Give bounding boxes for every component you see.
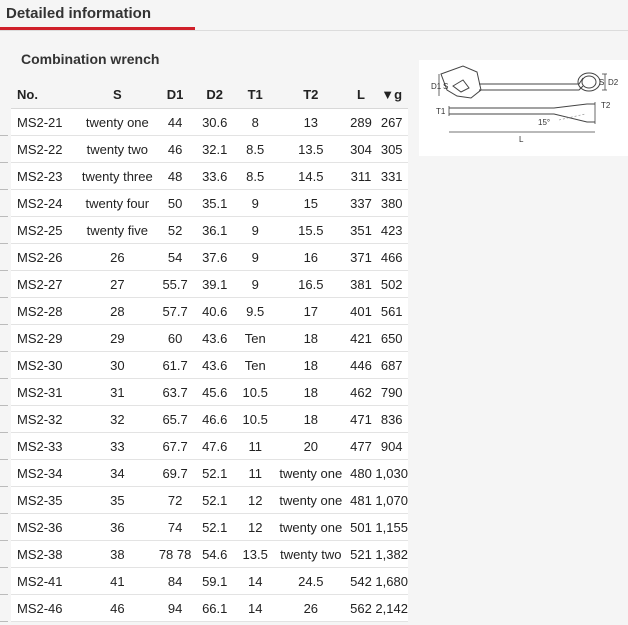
table-cell: 289: [347, 109, 376, 136]
table-cell: MS2-30: [11, 352, 78, 379]
table-cell: 40.6: [194, 298, 235, 325]
label-s-ring: S: [599, 78, 605, 87]
table-cell: twenty five: [78, 217, 156, 244]
table-cell: 74: [156, 514, 194, 541]
wrench-drawing: [419, 60, 628, 156]
table-cell: 35: [78, 487, 156, 514]
table-cell: 65.7: [156, 406, 194, 433]
table-cell: MS2-46: [11, 595, 78, 622]
row-tick: [0, 621, 8, 622]
table-cell: Ten: [235, 325, 275, 352]
table-cell: 1,680: [375, 568, 408, 595]
table-cell: Ten: [235, 352, 275, 379]
table-cell: 67.7: [156, 433, 194, 460]
table-cell: 305: [375, 136, 408, 163]
table-cell: 57.7: [156, 298, 194, 325]
table-cell: 24.5: [275, 568, 347, 595]
table-cell: 78 78: [156, 541, 194, 568]
table-cell: twenty four: [78, 190, 156, 217]
table-cell: 13.5: [235, 541, 275, 568]
table-cell: 481: [347, 487, 376, 514]
table-cell: MS2-34: [11, 460, 78, 487]
row-tick: [0, 540, 8, 541]
column-header: D1: [156, 81, 194, 109]
table-cell: 50: [156, 190, 194, 217]
table-cell: twenty one: [275, 514, 347, 541]
table-cell: 466: [375, 244, 408, 271]
table-row: [11, 487, 408, 514]
table-cell: 46: [78, 595, 156, 622]
table-cell: 60: [156, 325, 194, 352]
table-row: [11, 352, 408, 379]
table-cell: 304: [347, 136, 376, 163]
column-header: L: [347, 81, 376, 109]
table-cell: 52.1: [194, 487, 235, 514]
label-d1: D1: [431, 82, 442, 91]
table-cell: 9: [235, 271, 275, 298]
table-cell: 52.1: [194, 514, 235, 541]
table-cell: 462: [347, 379, 376, 406]
table-row: [11, 109, 408, 136]
row-tick: [0, 513, 8, 514]
table-cell: twenty one: [275, 460, 347, 487]
table-cell: MS2-24: [11, 190, 78, 217]
table-cell: 380: [375, 190, 408, 217]
table-cell: 446: [347, 352, 376, 379]
table-cell: 55.7: [156, 271, 194, 298]
label-l: L: [519, 135, 524, 144]
table-cell: 16.5: [275, 271, 347, 298]
column-header: No.: [11, 81, 78, 109]
table-cell: 561: [375, 298, 408, 325]
page-header: [0, 0, 628, 31]
table-cell: 13.5: [275, 136, 347, 163]
table-cell: 30.6: [194, 109, 235, 136]
row-tick: [0, 486, 8, 487]
table-cell: 521: [347, 541, 376, 568]
table-cell: 32.1: [194, 136, 235, 163]
row-tick: [0, 351, 8, 352]
table-cell: 477: [347, 433, 376, 460]
table-cell: 84: [156, 568, 194, 595]
table-cell: 1,382: [375, 541, 408, 568]
table-cell: 47.6: [194, 433, 235, 460]
row-tick: [0, 162, 8, 163]
column-header: T2: [275, 81, 347, 109]
table-cell: 33.6: [194, 163, 235, 190]
wrench-jaw: [453, 80, 469, 92]
table-cell: twenty one: [78, 109, 156, 136]
table-cell: 30: [78, 352, 156, 379]
table-cell: 9.5: [235, 298, 275, 325]
table-cell: 35.1: [194, 190, 235, 217]
column-header: T1: [235, 81, 275, 109]
table-cell: twenty three: [78, 163, 156, 190]
table-cell: 36.1: [194, 217, 235, 244]
label-d2: D2: [608, 78, 619, 87]
table-cell: 16: [275, 244, 347, 271]
table-cell: 26: [78, 244, 156, 271]
table-cell: 480: [347, 460, 376, 487]
table-cell: 66.1: [194, 595, 235, 622]
table-cell: 11: [235, 460, 275, 487]
table-row: [11, 379, 408, 406]
table-cell: MS2-22: [11, 136, 78, 163]
table-cell: 337: [347, 190, 376, 217]
column-header: S: [78, 81, 156, 109]
row-tick: [0, 297, 8, 298]
table-cell: 12: [235, 514, 275, 541]
row-tick: [0, 378, 8, 379]
table-cell: 381: [347, 271, 376, 298]
table-cell: 9: [235, 244, 275, 271]
header-title: Detailed information: [6, 5, 152, 22]
table-cell: 371: [347, 244, 376, 271]
table-cell: 27: [78, 271, 156, 298]
table-cell: 18: [275, 406, 347, 433]
table-cell: 18: [275, 379, 347, 406]
table-cell: MS2-35: [11, 487, 78, 514]
table-body: [11, 109, 408, 622]
table-row: [11, 406, 408, 433]
table-row: [11, 298, 408, 325]
table-row: [11, 163, 408, 190]
table-cell: 836: [375, 406, 408, 433]
table-cell: MS2-28: [11, 298, 78, 325]
table-cell: 69.7: [156, 460, 194, 487]
table-cell: 331: [375, 163, 408, 190]
table-cell: 41: [78, 568, 156, 595]
section-title: Combination wrench: [21, 51, 160, 67]
table-cell: 267: [375, 109, 408, 136]
table-cell: 501: [347, 514, 376, 541]
table-cell: 17: [275, 298, 347, 325]
table-cell: 10.5: [235, 406, 275, 433]
table-cell: 15.5: [275, 217, 347, 244]
table-cell: 54.6: [194, 541, 235, 568]
table-cell: 44: [156, 109, 194, 136]
table-cell: 687: [375, 352, 408, 379]
table-cell: 46.6: [194, 406, 235, 433]
table-cell: 37.6: [194, 244, 235, 271]
table-cell: 32: [78, 406, 156, 433]
table-cell: 39.1: [194, 271, 235, 298]
table-cell: 20: [275, 433, 347, 460]
table-row: [11, 136, 408, 163]
row-tick: [0, 567, 8, 568]
table-cell: 29: [78, 325, 156, 352]
table-cell: MS2-38: [11, 541, 78, 568]
table-cell: MS2-36: [11, 514, 78, 541]
table-cell: MS2-41: [11, 568, 78, 595]
table-cell: 14: [235, 595, 275, 622]
table-row: [11, 541, 408, 568]
row-tick: [0, 432, 8, 433]
table-cell: 61.7: [156, 352, 194, 379]
table-cell: 38: [78, 541, 156, 568]
table-cell: MS2-27: [11, 271, 78, 298]
table-cell: 351: [347, 217, 376, 244]
table-cell: 2,142: [375, 595, 408, 622]
table-cell: 46: [156, 136, 194, 163]
row-tick: [0, 216, 8, 217]
table-row: [11, 190, 408, 217]
table-cell: MS2-21: [11, 109, 78, 136]
table-row: [11, 271, 408, 298]
table-cell: 421: [347, 325, 376, 352]
table-cell: 8.5: [235, 136, 275, 163]
table-row: [11, 568, 408, 595]
table-cell: 13: [275, 109, 347, 136]
row-tick: [0, 135, 8, 136]
table-cell: twenty one: [275, 487, 347, 514]
table-row: [11, 460, 408, 487]
table-cell: 45.6: [194, 379, 235, 406]
table-cell: 54: [156, 244, 194, 271]
row-tick: [0, 243, 8, 244]
spec-table: [11, 81, 408, 622]
label-s-open: S: [443, 82, 449, 91]
table-row: [11, 595, 408, 622]
row-tick: [0, 324, 8, 325]
wrench-side-view: [449, 104, 595, 122]
table-cell: 18: [275, 352, 347, 379]
table-cell: 650: [375, 325, 408, 352]
table-cell: 36: [78, 514, 156, 541]
table-cell: MS2-32: [11, 406, 78, 433]
table-cell: 52: [156, 217, 194, 244]
row-tick: [0, 594, 8, 595]
table-cell: 52.1: [194, 460, 235, 487]
table-cell: MS2-29: [11, 325, 78, 352]
table-cell: 43.6: [194, 352, 235, 379]
column-header: ▼g: [375, 81, 408, 109]
table-cell: 43.6: [194, 325, 235, 352]
table-cell: twenty two: [275, 541, 347, 568]
table-cell: MS2-25: [11, 217, 78, 244]
table-cell: 562: [347, 595, 376, 622]
table-cell: 542: [347, 568, 376, 595]
label-t1: T1: [436, 107, 446, 116]
table-row: [11, 217, 408, 244]
table-cell: 18: [275, 325, 347, 352]
table-cell: 31: [78, 379, 156, 406]
table-cell: 11: [235, 433, 275, 460]
table-cell: 8.5: [235, 163, 275, 190]
table-row: [11, 244, 408, 271]
row-tick: [0, 189, 8, 190]
table-cell: 471: [347, 406, 376, 433]
table-cell: MS2-23: [11, 163, 78, 190]
column-header: D2: [194, 81, 235, 109]
table-cell: 502: [375, 271, 408, 298]
table-cell: 63.7: [156, 379, 194, 406]
label-angle: 15°: [538, 118, 551, 127]
row-tick: [0, 270, 8, 271]
table-cell: 26: [275, 595, 347, 622]
label-t2: T2: [601, 101, 611, 110]
header-accent-underline: [0, 27, 195, 30]
table-cell: MS2-26: [11, 244, 78, 271]
wrench-handle-top-view: [479, 78, 583, 90]
table-cell: 1,155: [375, 514, 408, 541]
table-cell: 311: [347, 163, 376, 190]
table-cell: 48: [156, 163, 194, 190]
table-cell: 423: [375, 217, 408, 244]
table-cell: 15: [275, 190, 347, 217]
table-cell: 14: [235, 568, 275, 595]
wrench-ring-inner: [582, 76, 596, 88]
table-cell: 59.1: [194, 568, 235, 595]
table-cell: 1,030: [375, 460, 408, 487]
wrench-diagram: [419, 60, 628, 156]
table-cell: 401: [347, 298, 376, 325]
table-cell: 72: [156, 487, 194, 514]
table-cell: twenty two: [78, 136, 156, 163]
table-row: [11, 325, 408, 352]
table-cell: 33: [78, 433, 156, 460]
row-tick: [0, 459, 8, 460]
table-cell: MS2-31: [11, 379, 78, 406]
table-cell: 9: [235, 217, 275, 244]
table-cell: 1,070: [375, 487, 408, 514]
table-cell: 34: [78, 460, 156, 487]
table-cell: 28: [78, 298, 156, 325]
row-tick: [0, 405, 8, 406]
table-cell: MS2-33: [11, 433, 78, 460]
table-cell: 8: [235, 109, 275, 136]
table-cell: 10.5: [235, 379, 275, 406]
table-row: [11, 514, 408, 541]
table-cell: 790: [375, 379, 408, 406]
table-cell: 9: [235, 190, 275, 217]
table-row: [11, 433, 408, 460]
table-header-row: [11, 81, 408, 109]
table-cell: 904: [375, 433, 408, 460]
table-cell: 12: [235, 487, 275, 514]
table-cell: 94: [156, 595, 194, 622]
table-cell: 14.5: [275, 163, 347, 190]
